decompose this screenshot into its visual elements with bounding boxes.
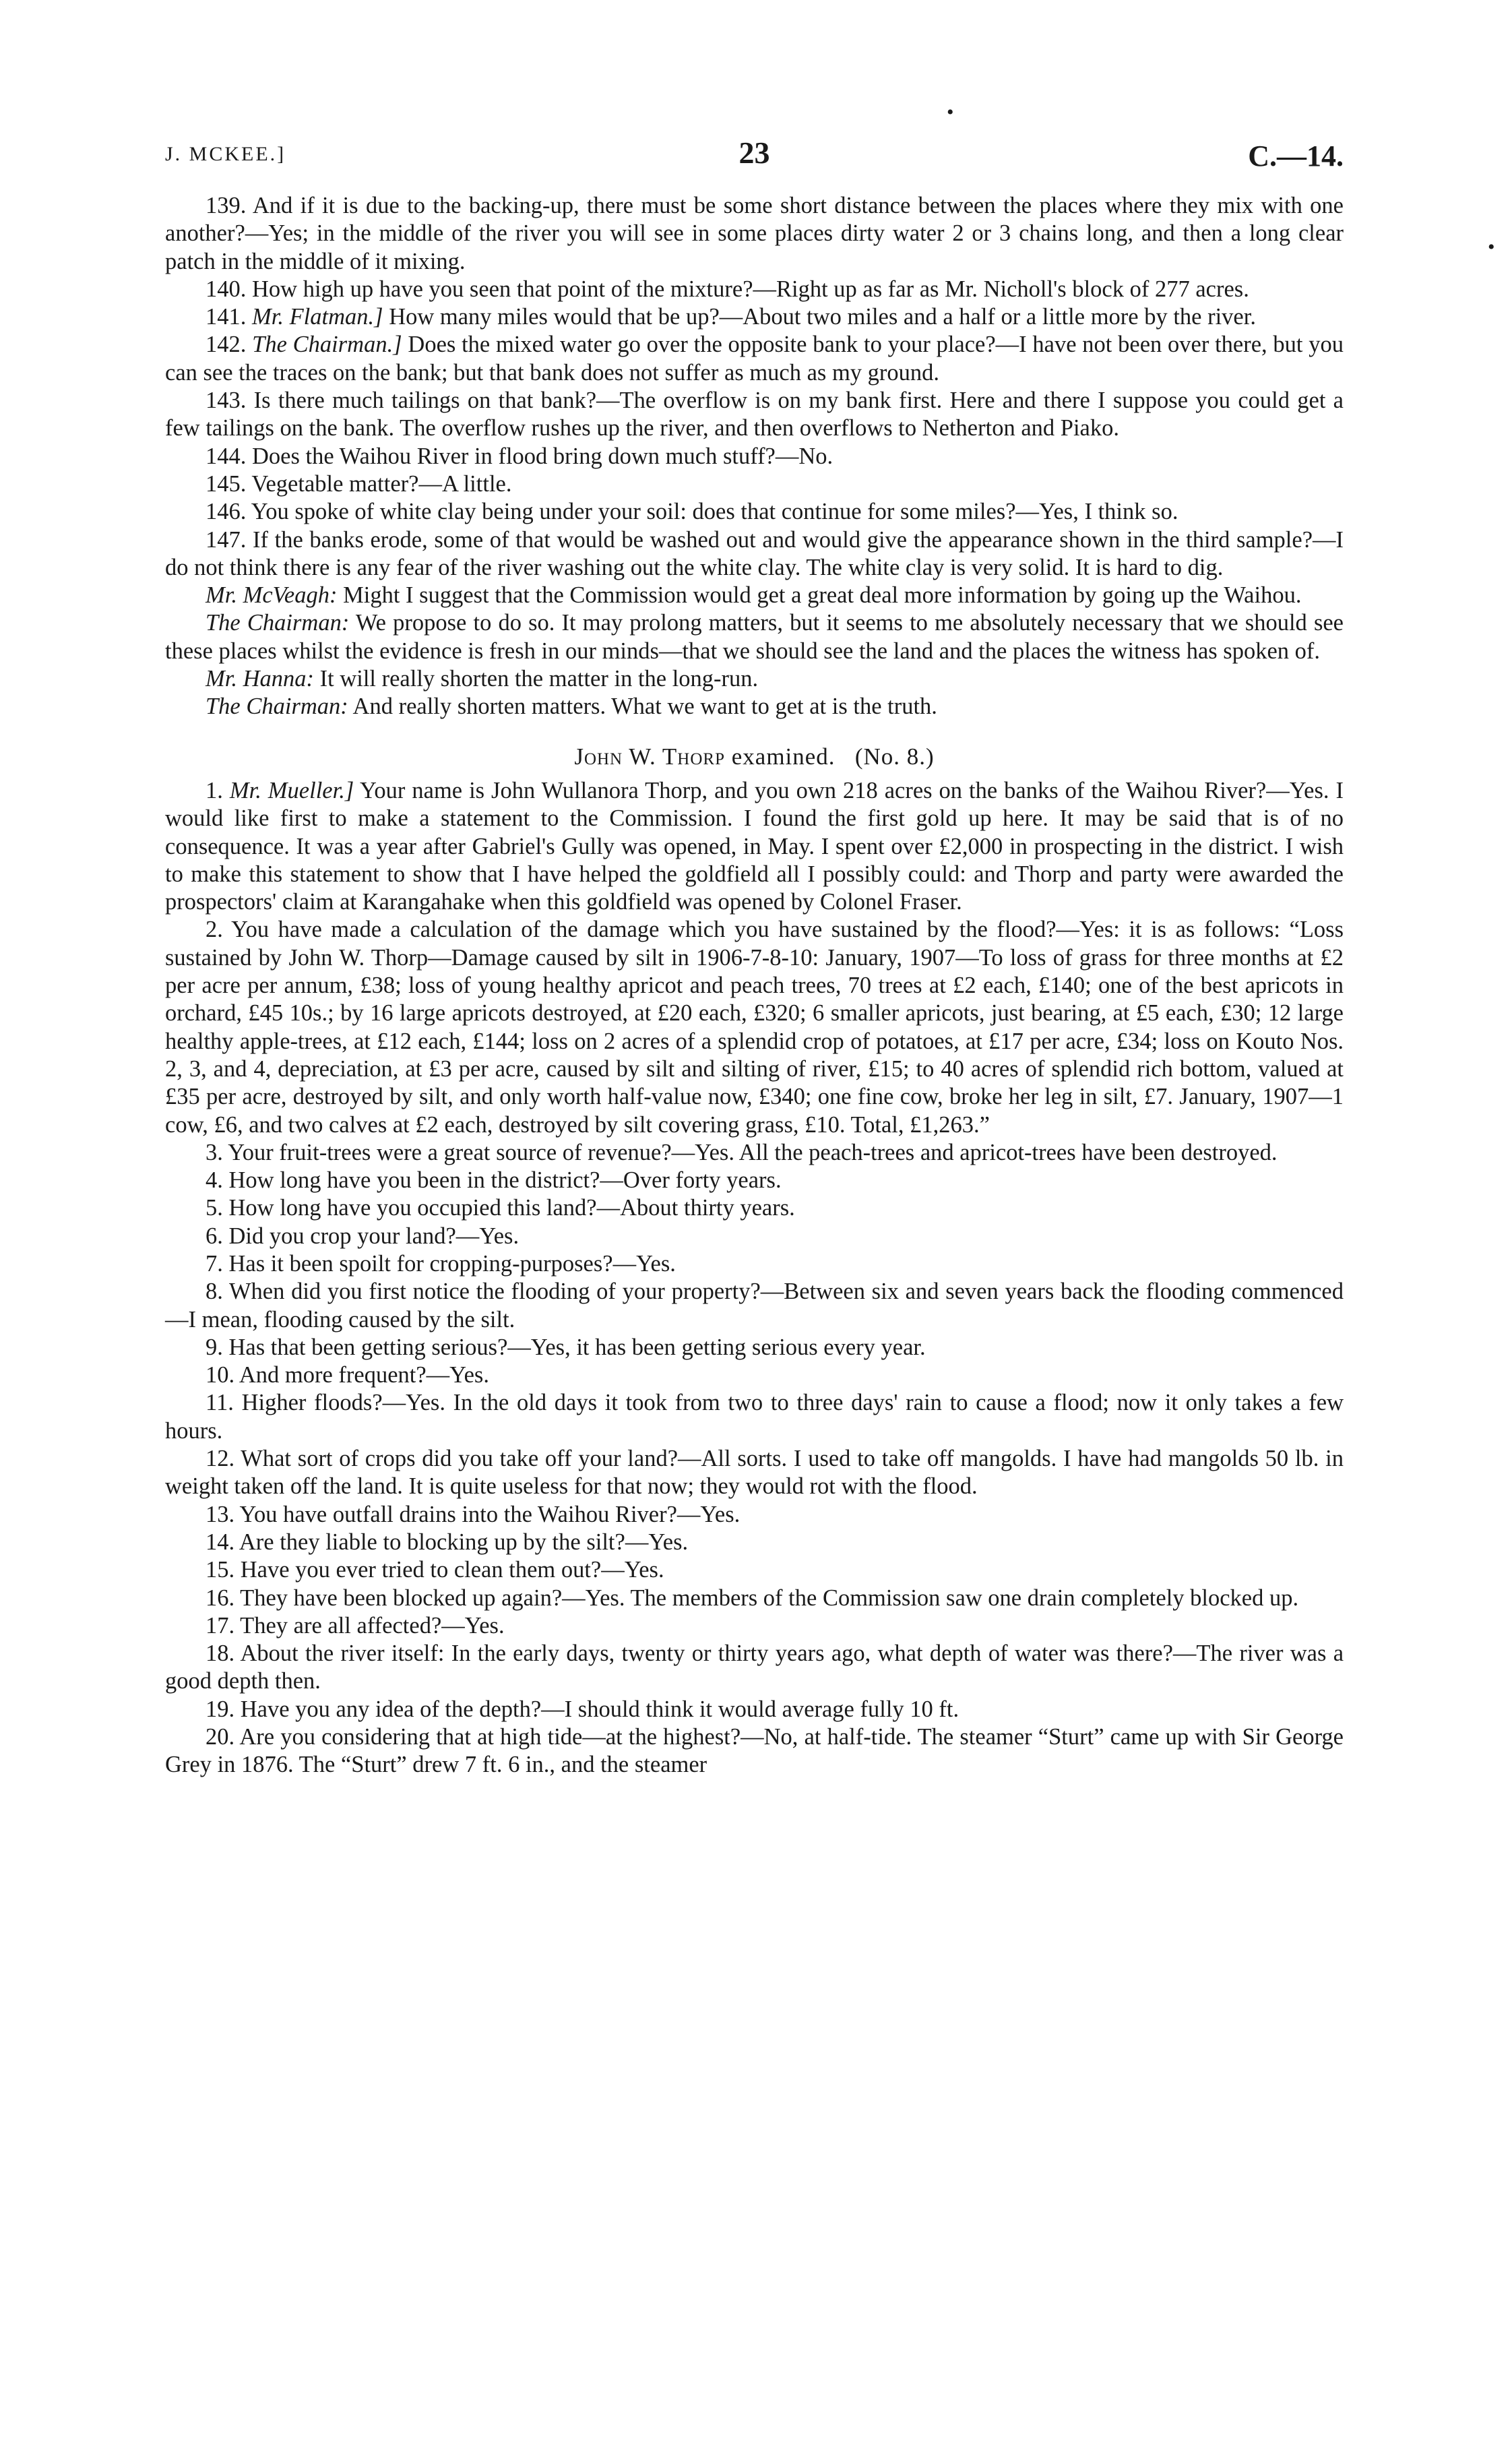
- paragraph-text: Does the Waihou River in flood bring down much stuff?—No.: [252, 443, 833, 469]
- paragraph-text: Have you any idea of the depth?—I should think it would average fully 10 ft.: [240, 1696, 959, 1722]
- margin-dot-mark: •: [947, 101, 954, 123]
- paragraph-text: You have made a calculation of the damage which you have sustained by the flood?—Yes: it is as follows: “Loss sustained by John W. Thorp—Damage caused by silt in 1906-7-8-10: January, 1907—To loss of grass for three months at £2 per acre per annum, £38; loss of young healthy apricot and peach trees, 70 trees at £2 each, £140; one of the best apricots in orchard, £45 10s.; by 16 large apricots destroyed, at £20 each, £320; 6 smaller apricots, just bearing, at £5 each, £30; 12 large healthy apple-trees, at £12 each, £144; loss on 2 acres of a splendid crop of potatoes, at £17 per acre, £34; loss on Kouto Nos. 2, 3, and 4, depreciation, at £3 per acre, caused by silt and silting of river, £15; to 40 acres of splendid rich bottom, valued at £35 per acre, destroyed by silt, and only worth half-value now, £340; one fine cow, broke her leg in silt, £7. January, 1907—1 cow, £6, and two calves at £2 each, destroyed by silt covering grass, £10. Total, £1,263.”: [165, 917, 1344, 1138]
- speaker-name: The Chairman:: [206, 694, 348, 720]
- paragraph-t4: [165, 1167, 1344, 1194]
- paragraph-text: You have outfall drains into the Waihou River?—Yes.: [239, 1501, 741, 1527]
- question-number: 18.: [206, 1641, 235, 1667]
- paragraph-q139: [165, 192, 1344, 276]
- question-number: 17.: [206, 1612, 235, 1638]
- paragraph-q146: [165, 498, 1344, 526]
- paragraph-text: How long have you occupied this land?—About thirty years.: [228, 1195, 795, 1221]
- question-number: 146.: [206, 499, 247, 525]
- speaker-name: Mr. Flatman.]: [252, 304, 383, 330]
- question-number: 9.: [206, 1334, 223, 1360]
- paragraph-mcveagh: [165, 582, 1344, 609]
- speaker-name: The Chairman:: [206, 610, 350, 636]
- document-body: [165, 192, 1344, 1779]
- paragraph-hanna: [165, 665, 1344, 693]
- paragraph-text: What sort of crops did you take off your land?—All sorts. I used to take off mangolds. I have had mangolds 50 lb. in weight taken off the land. It is quite useless for that now; they would rot with the flood.: [165, 1446, 1344, 1500]
- paragraph-text: And more frequent?—Yes.: [239, 1362, 489, 1388]
- paragraph-q143: [165, 387, 1344, 443]
- question-number: 144.: [206, 443, 247, 469]
- page-header: [165, 135, 1344, 175]
- paragraph-chair2: [165, 693, 1344, 721]
- question-number: 5.: [206, 1195, 223, 1221]
- paragraph-text: How high up have you seen that point of the mixture?—Right up as far as Mr. Nicholl's block of 277 acres.: [252, 276, 1249, 302]
- paragraph-text: Your fruit-trees were a great source of revenue?—Yes. All the peach-trees and apricot-trees have been destroyed.: [228, 1139, 1278, 1165]
- paragraph-q147: [165, 526, 1344, 582]
- paragraph-t14: [165, 1529, 1344, 1556]
- paragraph-t9: [165, 1334, 1344, 1361]
- paragraph-q140: [165, 276, 1344, 303]
- question-number: 8.: [206, 1279, 223, 1305]
- paragraph-t8: [165, 1278, 1344, 1334]
- question-number: 12.: [206, 1446, 235, 1472]
- paragraph-t2: [165, 916, 1344, 1138]
- paragraph-t16: [165, 1585, 1344, 1612]
- paragraph-t20: [165, 1723, 1344, 1779]
- question-number: 140.: [206, 276, 247, 302]
- paragraph-text: Is there much tailings on that bank?—The overflow is on my bank first. Here and there I suppose you could get a few tailings on the bank. The overflow rushes up the river, and then overflows to Netherton and Piako.: [165, 388, 1344, 441]
- question-number: 7.: [206, 1250, 223, 1277]
- paragraph-t17: [165, 1612, 1344, 1640]
- question-number: 14.: [206, 1529, 235, 1555]
- question-number: 10.: [206, 1362, 235, 1388]
- paragraph-text: We propose to do so. It may prolong matters, but it seems to me absolutely necessary that we should see these places whilst the evidence is fresh in our minds—that we should see the land and the places the witness has spoken of.: [165, 610, 1344, 664]
- speaker-name: Mr. Hanna:: [206, 666, 314, 692]
- paragraph-text: Has it been spoilt for cropping-purposes?—Yes.: [228, 1250, 676, 1277]
- paragraph-t1: [165, 777, 1344, 916]
- paragraph-text: Higher floods?—Yes. In the old days it took from two to three days' rain to cause a flood; now it only takes a few hours.: [165, 1390, 1344, 1444]
- paragraph-text: Are you considering that at high tide—at the highest?—No, at half-tide. The steamer “Sturt” came up with Sir George Grey in 1876. The “Sturt” drew 7 ft. 6 in., and the steamer: [165, 1724, 1344, 1778]
- paragraph-t19: [165, 1696, 1344, 1723]
- paragraph-text: When did you first notice the flooding of your property?—Between six and seven years back the flooding commenced—I mean, flooding caused by the silt.: [165, 1279, 1344, 1332]
- witness-number: (No. 8.): [854, 743, 935, 770]
- question-number: 3.: [206, 1139, 223, 1165]
- paragraph-text: They have been blocked up again?—Yes. The members of the Commission saw one drain completely blocked up.: [240, 1585, 1299, 1611]
- question-number: 11.: [206, 1390, 234, 1416]
- paragraph-text: And really shorten matters. What we want to get at is the truth.: [352, 694, 937, 720]
- question-number: 1.: [206, 777, 223, 803]
- paragraph-t7: [165, 1250, 1344, 1278]
- paragraph-t12: [165, 1445, 1344, 1501]
- paragraph-q141: [165, 303, 1344, 331]
- paragraph-text: You spoke of white clay being under your soil: does that continue for some miles?—Yes, I think so.: [251, 499, 1178, 525]
- paragraph-text: Your name is John Wullanora Thorp, and you own 218 acres on the banks of the Waihou River?—Yes. I would like first to make a statement to the Commission. I found the first gold up here. It may be said that is of no consequence. It was a year after Gabriel's Gully was opened, in May. I spent over £2,000 in prospecting in the district. I wish to make this statement to show that I have helped the goldfield all I possibly could: and Thorp and party were awarded the prospectors' claim at Karangahake when this goldfield was opened by Colonel Fraser.: [165, 777, 1344, 915]
- paragraph-q142: [165, 331, 1344, 387]
- question-number: 145.: [206, 470, 247, 497]
- paragraph-t6: [165, 1223, 1344, 1250]
- paragraph-t11: [165, 1389, 1344, 1445]
- paragraph-t15: [165, 1556, 1344, 1584]
- question-number: 16.: [206, 1585, 235, 1611]
- paragraph-text: Has that been getting serious?—Yes, it has been getting serious every year.: [228, 1334, 926, 1360]
- question-number: 2.: [206, 917, 223, 943]
- question-number: 13.: [206, 1501, 235, 1527]
- witness-name: John W. Thorp: [574, 743, 725, 770]
- paragraph-chair1: [165, 609, 1344, 665]
- paragraph-t10: [165, 1361, 1344, 1389]
- paragraph-text: How long have you been in the district?—Over forty years.: [228, 1167, 782, 1194]
- question-number: 19.: [206, 1696, 235, 1722]
- question-number: 4.: [206, 1167, 223, 1194]
- paragraph-text: Might I suggest that the Commission would get a great deal more information by going up the Waihou.: [343, 582, 1302, 609]
- paragraph-text: How many miles would that be up?—About two miles and a half or a little more by the river.: [389, 304, 1256, 330]
- page-number: 23: [738, 135, 770, 170]
- question-number: 139.: [206, 193, 247, 218]
- paragraph-q144: [165, 443, 1344, 470]
- question-number: 143.: [206, 388, 247, 414]
- speaker-name: The Chairman.]: [252, 332, 402, 358]
- section-heading: [165, 743, 1344, 770]
- question-number: 15.: [206, 1557, 235, 1583]
- paragraph-text: Are they liable to blocking up by the silt?—Yes.: [239, 1529, 689, 1555]
- paragraph-t18: [165, 1640, 1344, 1696]
- paragraph-text: Does the mixed water go over the opposite bank to your place?—I have not been over there, but you can see the traces on the bank; but that bank does not suffer as much as my ground.: [165, 332, 1344, 386]
- question-number: 20.: [206, 1724, 235, 1750]
- paragraph-t3: [165, 1139, 1344, 1167]
- margin-dot-mark: •: [1488, 236, 1495, 258]
- speaker-name: Mr. McVeagh:: [206, 582, 338, 609]
- testimony-thorp: [165, 777, 1344, 1779]
- question-number: 147.: [206, 526, 247, 553]
- testimony-mckee: [165, 192, 1344, 721]
- paragraph-text: If the banks erode, some of that would be washed out and would give the appearance shown in the third sample?—I do not think there is any fear of the river washing out the white clay. The white clay is very solid. It is hard to dig.: [165, 526, 1344, 580]
- paragraph-t5: [165, 1194, 1344, 1222]
- header-witness-name: J. MCKEE.]: [165, 143, 286, 165]
- paragraph-t13: [165, 1501, 1344, 1529]
- question-number: 6.: [206, 1223, 223, 1249]
- witness-label: examined.: [731, 743, 836, 770]
- paragraph-text: Have you ever tried to clean them out?—Yes.: [240, 1557, 664, 1583]
- document-reference: C.—14.: [1248, 140, 1344, 173]
- paragraph-text: And if it is due to the backing-up, there must be some short distance between the places where they mix with one another?—Yes; in the middle of the river you will see in some places dirty water 2 or 3 chains long, and then a long clear patch in the middle of it mixing.: [165, 193, 1344, 274]
- speaker-name: Mr. Mueller.]: [229, 777, 354, 803]
- question-number: 141.: [206, 304, 247, 330]
- paragraph-text: About the river itself: In the early days, twenty or thirty years ago, what depth of water was there?—The river was a good depth then.: [165, 1641, 1344, 1694]
- question-number: 142.: [206, 332, 247, 358]
- paragraph-text: They are all affected?—Yes.: [240, 1612, 505, 1638]
- paragraph-text: It will really shorten the matter in the long-run.: [319, 666, 759, 692]
- paragraph-q145: [165, 470, 1344, 498]
- paragraph-text: Vegetable matter?—A little.: [251, 470, 512, 497]
- paragraph-text: Did you crop your land?—Yes.: [228, 1223, 519, 1249]
